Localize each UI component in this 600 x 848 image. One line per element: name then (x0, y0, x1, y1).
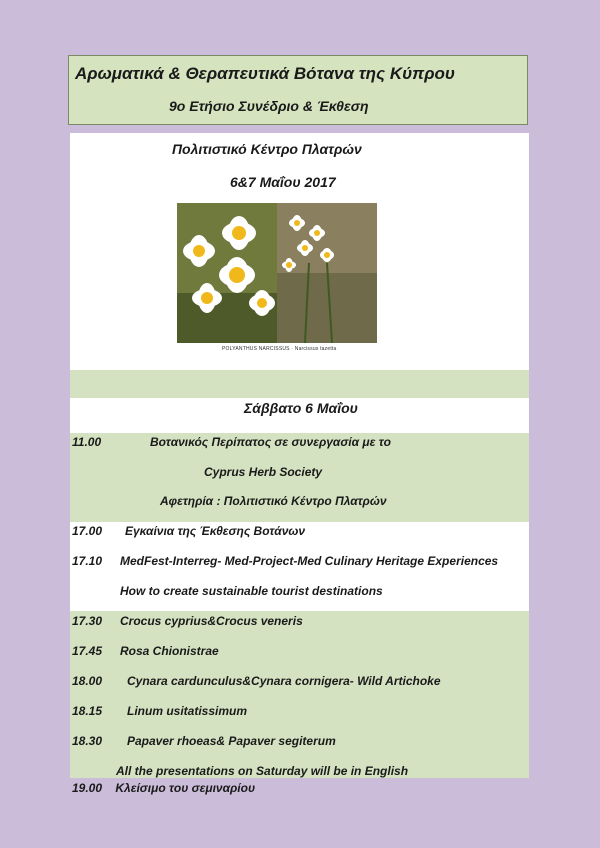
venue: Πολιτιστικό Κέντρο Πλατρών (172, 141, 362, 157)
papaver-item: Papaver rhoeas& Papaver segiterum (127, 734, 336, 748)
narcissus-image (177, 203, 377, 343)
opening-item: Εγκαίνια της Έκθεσης Βοτάνων (125, 524, 306, 538)
cynara-item: Cynara cardunculus&Cynara cornigera- Wild Artichoke (127, 674, 441, 688)
program-panel (70, 133, 529, 778)
talks-band (70, 611, 529, 778)
walk-title: Βοτανικός Περίπατος σε συνεργασία με το (150, 435, 391, 449)
conference-title: Αρωματικά & Θεραπευτικά Βότανα της Κύπρου (75, 64, 455, 83)
linum-item: Linum usitatissimum (127, 704, 248, 718)
english-note: All the presentations on Saturday will be in English (116, 764, 409, 778)
time-1745: 17.45 (72, 644, 103, 658)
walk-start: Αφετηρία : Πολιτιστικό Κέντρο Πλατρών (160, 494, 387, 508)
crocus-item: Crocus cyprius&Crocus veneris (120, 614, 303, 628)
medfest-subtitle: How to create sustainable tourist destinations (120, 584, 383, 598)
narcissus-photo (177, 203, 377, 355)
walk-partner: Cyprus Herb Society (204, 465, 323, 479)
photo-caption: POLYANTHUS NARCISSUS · Narcissus tazetta (222, 346, 337, 352)
conference-subtitle: 9ο Ετήσιο Συνέδριο & Έκθεση (169, 98, 369, 114)
header-box (68, 55, 528, 125)
time-1815: 18.15 (72, 704, 103, 718)
time-1900: 19.00 (72, 781, 103, 795)
spacer-band (70, 370, 529, 398)
rosa-item: Rosa Chionistrae (120, 644, 219, 658)
saturday-heading: Σάββατο 6 Μαΐου (244, 400, 358, 416)
time-1830: 18.30 (72, 734, 103, 748)
closing-text: Κλείσιμο του σεμιναρίου (115, 781, 256, 795)
time-1730: 17.30 (72, 614, 103, 628)
time-1710: 17.10 (72, 554, 103, 568)
event-date: 6&7 Μαΐου 2017 (230, 174, 336, 190)
time-11: 11.00 (72, 435, 102, 449)
closing-item (72, 781, 255, 795)
time-1700: 17.00 (72, 524, 103, 538)
time-1800: 18.00 (72, 674, 103, 688)
medfest-item: MedFest-Interreg- Med-Project-Med Culinary Heritage Experiences (120, 554, 499, 568)
